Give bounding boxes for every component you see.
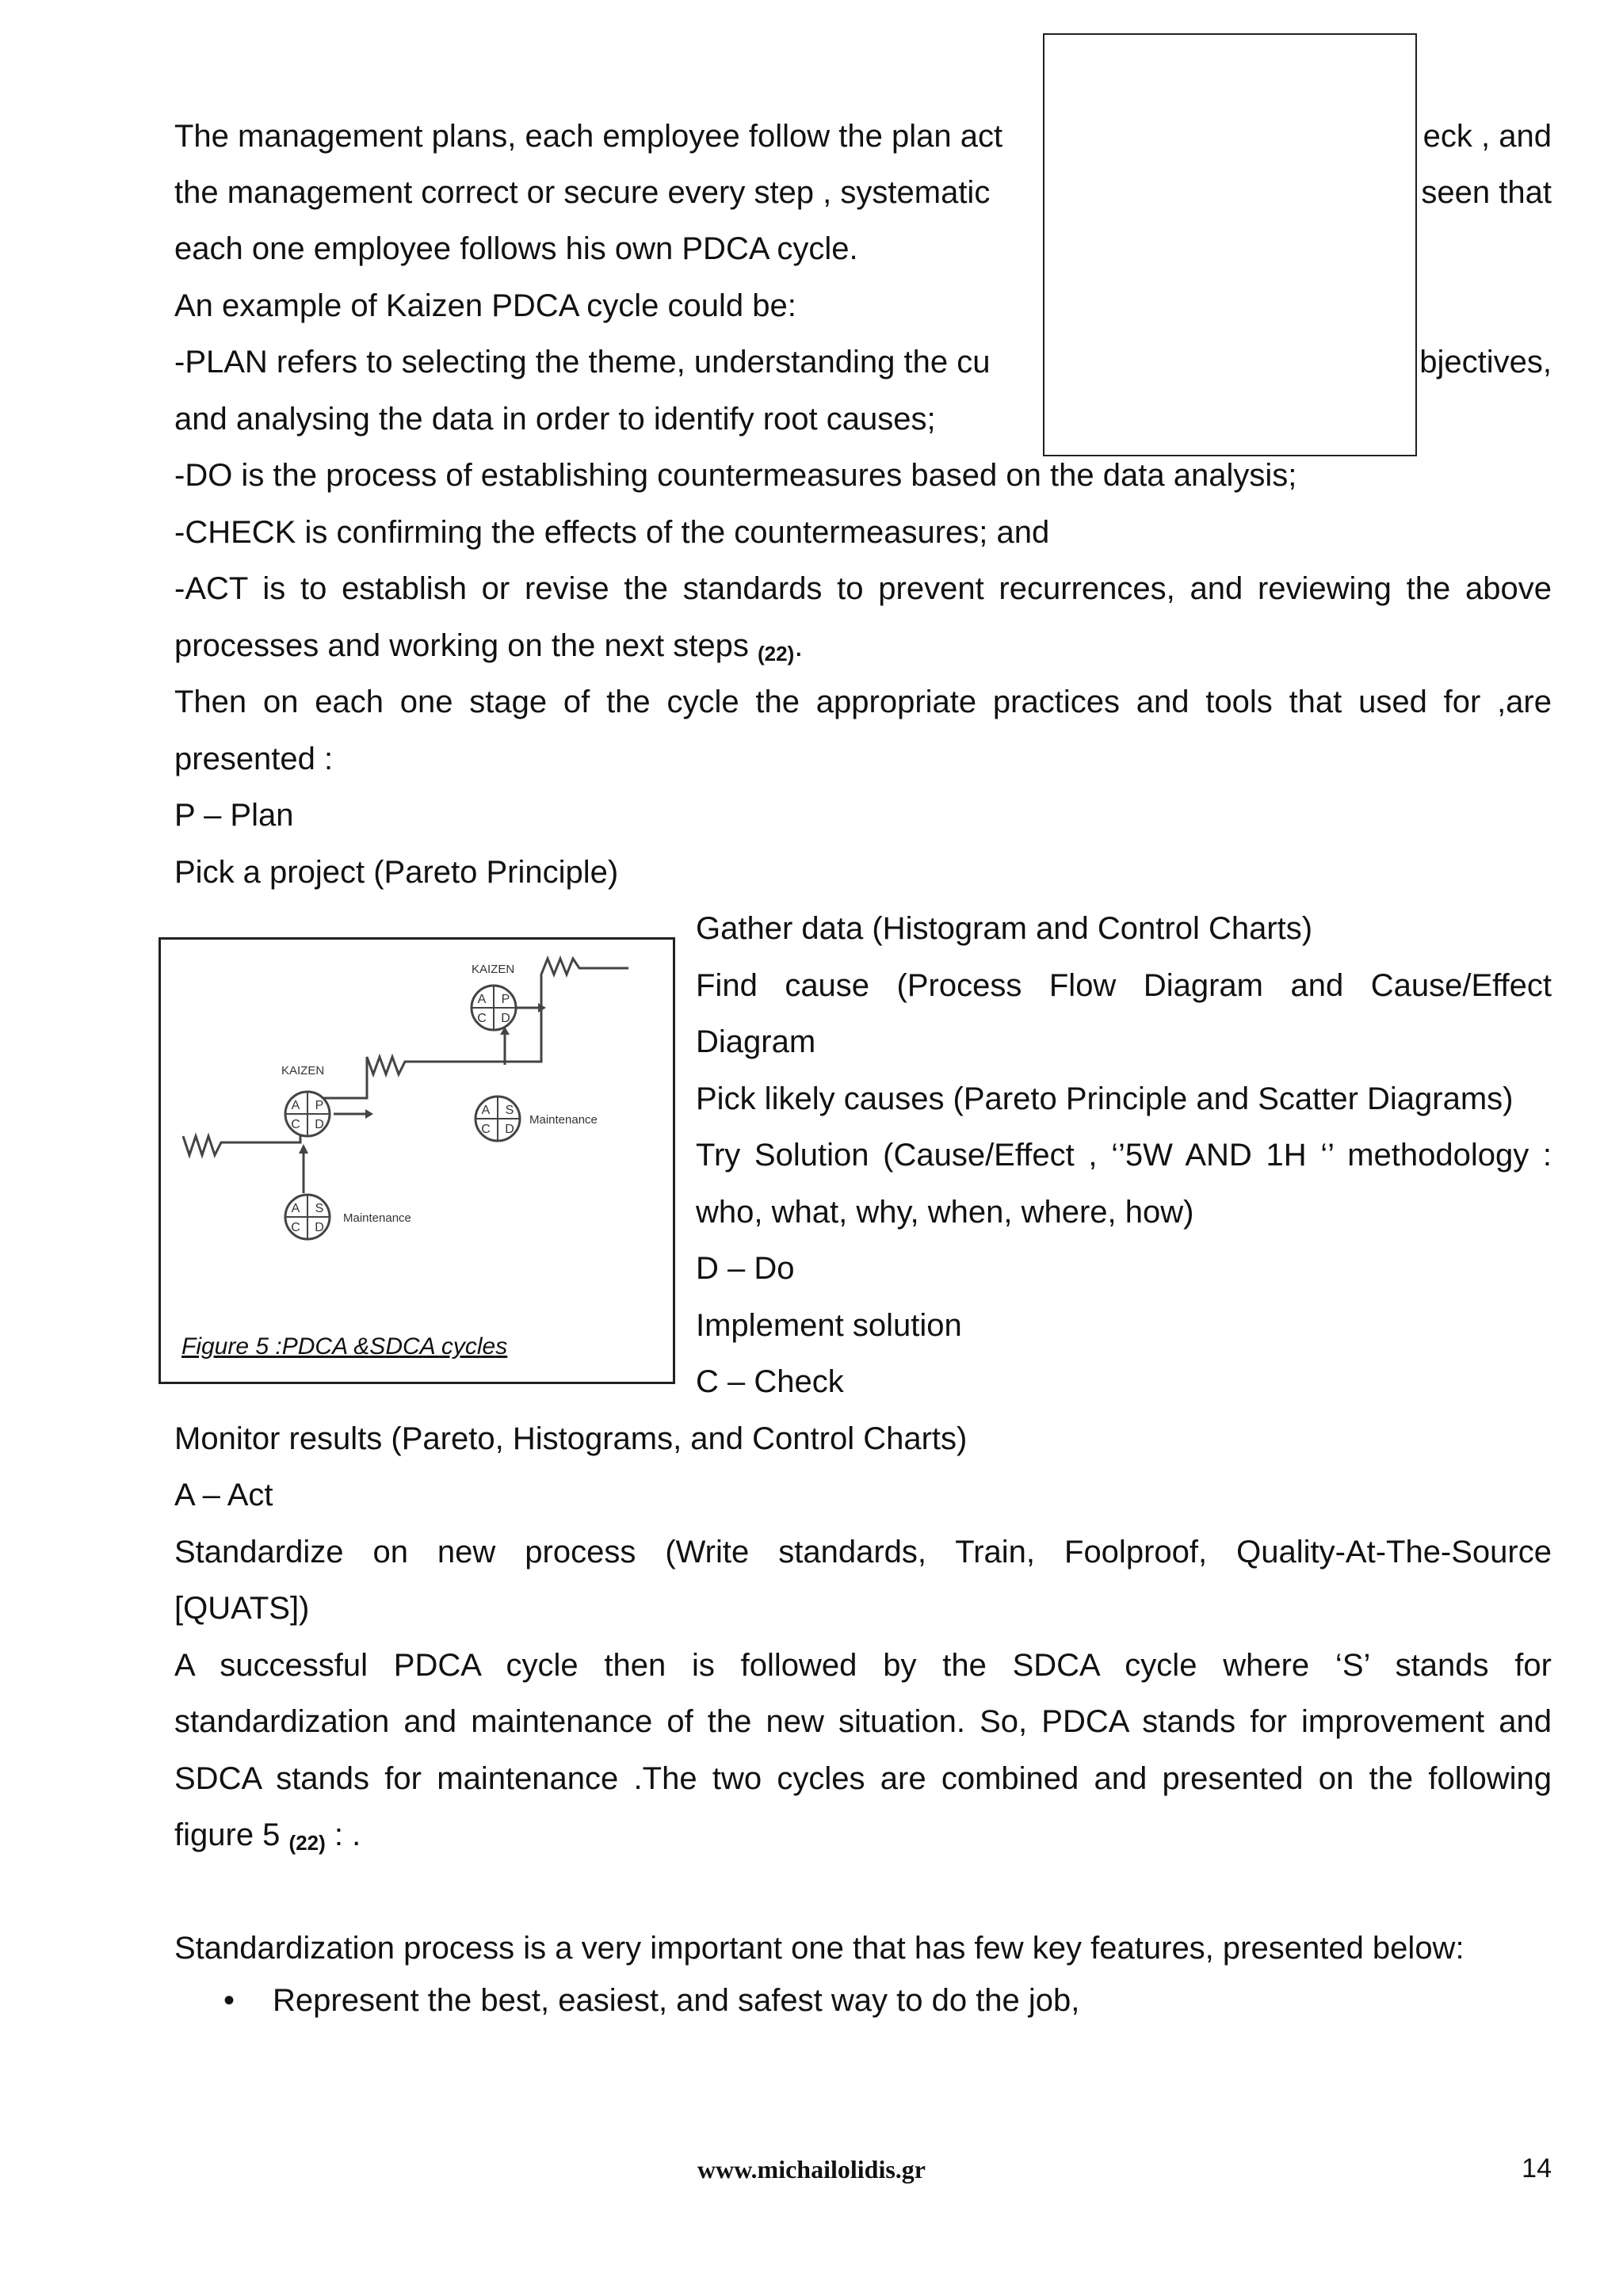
section-heading: C – Check [696, 1364, 844, 1399]
cycle-letter: A [481, 1104, 491, 1117]
text-line: -CHECK is confirming the effects of the countermeasures; and [174, 515, 1050, 550]
figure-caption: Figure 5 :PDCA &SDCA cycles [181, 1333, 508, 1360]
citation: (22) [758, 642, 795, 666]
footer-url[interactable]: www.michailolidis.gr [697, 2155, 926, 2183]
text-line: Standardize on new process (Write standards, Train, Foolproof, Quality-At-The-Source [174, 1535, 1552, 1569]
text-line: Try Solution (Cause/Effect , ‘’5W AND 1H ‘’ methodology : [696, 1138, 1552, 1173]
bullet-marker: • [223, 1983, 235, 2018]
page-number: 14 [1522, 2153, 1552, 2183]
text-line: the management correct or secure every step , systematic [174, 175, 991, 210]
text-line-fragment: eck , and [1423, 119, 1552, 154]
text-line: Then on each one stage of the cycle the appropriate practices and tools that used for ,are [174, 685, 1552, 719]
cycle-letter: A [477, 993, 487, 1006]
citation: (22) [288, 1831, 326, 1855]
text-line: An example of Kaizen PDCA cycle could be: [174, 288, 796, 323]
text-line: A successful PDCA cycle then is followed by the SDCA cycle where ‘S’ stands for [174, 1648, 1552, 1683]
section-heading: D – Do [696, 1251, 795, 1286]
pdca-sdca-diagram [161, 940, 668, 1320]
maintenance-label: Maintenance [529, 1113, 598, 1127]
text-line: and analysing the data in order to identify root causes; [174, 402, 936, 437]
text-line-fragment: seen that [1421, 175, 1552, 210]
text-line: Diagram [696, 1024, 816, 1059]
cycle-letter: D [315, 1221, 324, 1234]
text-line: Implement solution [696, 1308, 962, 1343]
text-line: Standardization process is a very important one that has few key features, presented below: [174, 1931, 1465, 1966]
cycle-letter: D [501, 1012, 510, 1025]
cycle-letter: C [291, 1221, 300, 1234]
figure-pdca-sdca [158, 937, 675, 1384]
cycle-letter: P [501, 993, 510, 1006]
cycle-letter: D [505, 1123, 514, 1136]
sdca-cycle-bottom [285, 1195, 330, 1239]
pdca-cycle-mid [285, 1092, 330, 1136]
cycle-letter: P [315, 1099, 324, 1112]
text-line: Pick likely causes (Pareto Principle and Scatter Diagrams) [696, 1081, 1514, 1116]
text-line: Monitor results (Pareto, Histograms, and Control Charts) [174, 1421, 968, 1456]
text-line: -DO is the process of establishing countermeasures based on the data analysis; [174, 458, 1297, 493]
text-line-fragment: bjectives, [1419, 345, 1552, 379]
cycle-letter: C [481, 1123, 491, 1136]
kaizen-label: KAIZEN [472, 963, 515, 976]
cycle-letter: C [477, 1012, 487, 1025]
sdca-cycle-top [475, 1097, 520, 1141]
text-line: Gather data (Histogram and Control Charts) [696, 911, 1313, 946]
cycle-letter: A [291, 1202, 300, 1215]
text-line: The management plans, each employee follow the plan act [174, 119, 1003, 154]
cycle-letter: S [505, 1104, 514, 1117]
section-heading: A – Act [174, 1478, 273, 1512]
cycle-letter: C [291, 1118, 300, 1131]
text-line: Pick a project (Pareto Principle) [174, 855, 619, 890]
text-line: -ACT is to establish or revise the standards to prevent recurrences, and reviewing the above [174, 571, 1552, 606]
text-line: presented : [174, 742, 334, 776]
blank-frame [1043, 33, 1417, 456]
cycle-letter: D [315, 1118, 324, 1131]
section-heading: P – Plan [174, 798, 294, 833]
bullet-item: Represent the best, easiest, and safest way to do the job, [273, 1983, 1080, 2018]
cycle-letter: S [315, 1202, 324, 1215]
text-line: Find cause (Process Flow Diagram and Cause/Effect [696, 968, 1552, 1003]
text-line: who, what, why, when, where, how) [696, 1195, 1194, 1230]
maintenance-label: Maintenance [343, 1211, 411, 1225]
text-line: SDCA stands for maintenance .The two cycles are combined and presented on the following [174, 1761, 1552, 1796]
kaizen-label: KAIZEN [281, 1064, 325, 1077]
cycle-letter: A [291, 1099, 300, 1112]
text-line: each one employee follows his own PDCA cycle. [174, 231, 858, 266]
pdca-cycle-top [472, 986, 516, 1030]
text-line: processes and working on the next steps $_{(22)}$. [174, 628, 804, 666]
text-line: [QUATS]) [174, 1591, 310, 1626]
text-line: standardization and maintenance of the new situation. So, PDCA stands for improvement and [174, 1704, 1552, 1739]
text-line: figure 5 $_{(22)}$ : . [174, 1817, 361, 1855]
text-line: -PLAN refers to selecting the theme, understanding the cu [174, 345, 991, 379]
